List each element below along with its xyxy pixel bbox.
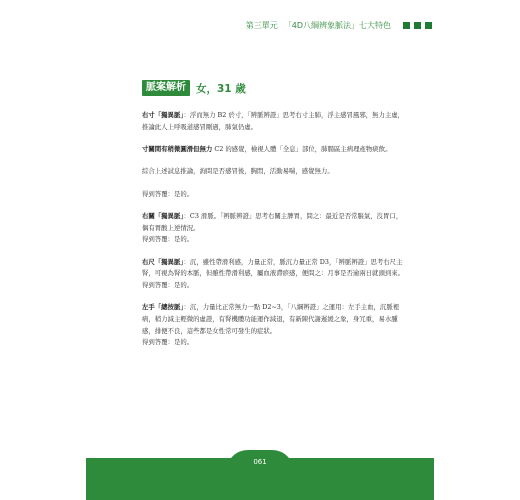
running-header: [246, 18, 432, 32]
paragraph-text: ：C3 滑脈。「辨脈辨證」思考右關主脾胃，問之：最近是否常脹氣，沒胃口，偶有胃酸上逆情況。: [142, 212, 403, 232]
paragraph: [142, 280, 406, 292]
paragraph-label: 左手「總按脈」: [142, 303, 184, 312]
paragraph-label: 寸關間有稍微圓滑但無力: [142, 144, 213, 153]
paragraph-text: 得到答覆：是的。: [142, 189, 194, 198]
paragraph: [142, 257, 406, 280]
square-icon: [403, 22, 410, 29]
square-icon: [425, 22, 432, 29]
page-number: 061: [253, 458, 267, 466]
paragraph-text: C2 的感覺，檢視人體「全息」部位，肺腸區主病理產物痰飲。: [212, 144, 392, 153]
header-subtitle: 「4D八綱辨象脈法」七大特色: [283, 20, 391, 30]
paragraph: [142, 166, 406, 178]
paragraph-text: 綜合上述試息推論，詢問是否感冒後，胸悶，活動易喘，感覺無力。: [142, 167, 334, 176]
paragraph-text: 得到答覆：是的。: [142, 338, 194, 347]
paragraph: [142, 189, 406, 201]
paragraph: [142, 337, 406, 349]
paragraph: [142, 302, 406, 337]
paragraph-label: 右寸「獨異脈」: [142, 111, 184, 119]
paragraph-text: 得到答覆：是的。: [142, 280, 194, 289]
case-badge: 脈案解析: [142, 80, 190, 96]
header-unit: 第三單元: [245, 20, 278, 30]
patient-info: 女，31 歲: [196, 82, 246, 95]
page: [86, 6, 434, 500]
paragraph-text: ：沉，雖性帶滑利感，力量正常，脈沉力量正常 D3，「辨脈辨證」思考右尺主腎，可視為腎的本脈，但雖性帶滑利感，屬血液滯瘀感，便問之：月事是否逾兩日就頭到來。: [142, 257, 405, 278]
paragraph: [142, 211, 406, 234]
paragraph: [142, 110, 406, 133]
paragraph-label: 右尺「獨異脈」: [142, 257, 184, 266]
case-content: [142, 110, 406, 359]
paragraph-text: 得到答覆：是的。: [142, 235, 194, 244]
header-squares: [401, 22, 432, 29]
paragraph: [142, 144, 406, 156]
paragraph-text: ：浮而無力 B2 於寸，「辨脈辨證」思考右寸主肺，浮主感冒風邪，無力主虛，推論此人上呼吸道感冒剛過，肺氣仍虛。: [142, 111, 405, 131]
case-title: [142, 80, 246, 96]
paragraph-label: 右關「獨異脈」: [142, 212, 184, 221]
paragraph-text: ：沉，力量比正常無力一點 D2~3，「八綱辨證」之運用：左手主血，沉脈裡病，稍力減主輕微的虛證，有腎機體功能運作減退，有新陳代謝遲緩之象，身冗重，易水腫感，排便不良，這些都是女性常可發生的症狀。: [142, 303, 400, 335]
paragraph: [142, 234, 406, 246]
square-icon: [414, 22, 421, 29]
